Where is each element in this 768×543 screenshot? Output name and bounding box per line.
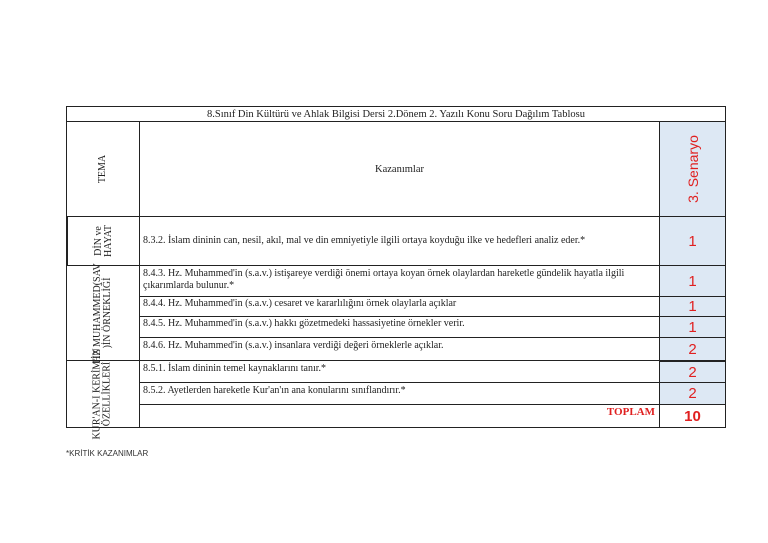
table-row-text: 8.3.2. İslam dininin can, nesil, akıl, mal ve din emniyetiyle ilgili ortaya koyduğu ilke ve hedefleri analiz eder.*: [139, 216, 660, 266]
row-score: 1: [659, 265, 726, 297]
total-value: 10: [659, 404, 726, 428]
table-row-text: 8.4.4. Hz. Muhammed'in (s.a.v.) cesaret ve kararlılığını örnek olaylarla açıklar: [139, 296, 660, 317]
row-score: 2: [659, 382, 726, 405]
theme-label: ÖZELLİKLERİ: [102, 361, 113, 427]
total-label: TOPLAM: [139, 404, 660, 428]
table-row-text: 8.5.2. Ayetlerden hareketle Kur'an'ın ana konularını sınıflandırır.*: [139, 382, 660, 405]
row-score: 1: [659, 316, 726, 338]
theme-hz-muhammed: [66, 265, 140, 361]
tema-header: [66, 121, 140, 217]
scenario-header: [659, 121, 726, 217]
row-score: 1: [659, 296, 726, 317]
table-row-text: 8.4.6. Hz. Muhammed'in (s.a.v.) insanlara verdiği değeri örneklerle açıklar.: [139, 337, 660, 361]
table-row-text: 8.4.3. Hz. Muhammed'in (s.a.v.) istişareye verdiği önemi ortaya koyan örnek olaylardan hareketle gündelik hayatla ilgili çıkarımlarda bulunur.*: [139, 265, 660, 297]
theme-din-hayat: [66, 216, 140, 266]
footnote: *KRİTİK KAZANIMLAR: [66, 449, 149, 458]
row-score: 1: [659, 216, 726, 266]
theme-kuran: [66, 348, 140, 440]
theme-label: HAYAT: [102, 225, 114, 257]
theme-label: )İN ÖRNEKLİĞİ: [102, 277, 114, 349]
table-row-text: 8.4.5. Hz. Muhammed'in (s.a.v.) hakkı gözetmedeki hassasiyetine örnekler verir.: [139, 316, 660, 338]
row-score: 2: [659, 360, 726, 383]
row-score: 2: [659, 337, 726, 361]
theme-label: HZ MUHAMMED(SAV: [92, 263, 104, 363]
table-title: 8.Sınıf Din Kültürü ve Ahlak Bilgisi Dersi 2.Dönem 2. Yazılı Konu Soru Dağılım Tablosu: [66, 106, 726, 122]
theme-label: DİN ve: [92, 226, 104, 256]
table-row-text: 8.5.1. İslam dininin temel kaynaklarını tanır.*: [139, 360, 660, 383]
scenario-header-label: 3. Senaryo: [684, 135, 701, 203]
kazanimlar-header: [139, 121, 660, 217]
kazanimlar-header-label: Kazanımlar: [375, 163, 424, 175]
tema-header-label: TEMA: [97, 154, 108, 184]
theme-label: KUR'AN-I KERİM'İN: [92, 348, 103, 440]
